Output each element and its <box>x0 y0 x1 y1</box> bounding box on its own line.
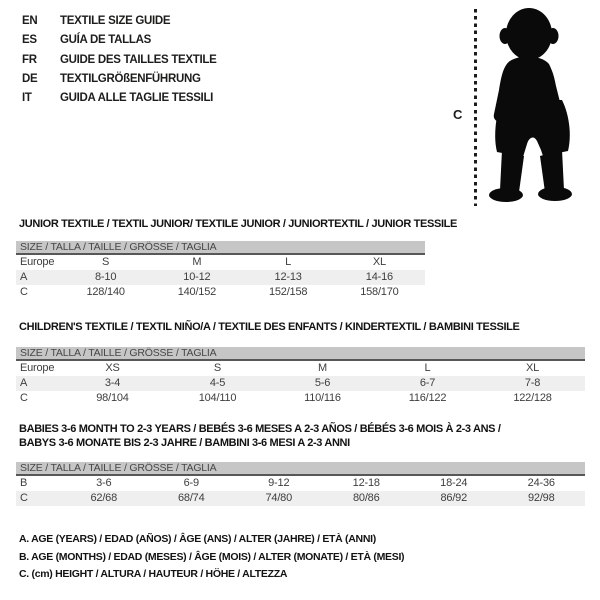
size-cell: M <box>151 254 242 270</box>
language-code: FR <box>22 53 37 66</box>
language-row-es <box>22 31 217 50</box>
language-title: TEXTILGRÖßENFÜHRUNG <box>60 72 201 85</box>
children-size-table <box>16 347 585 406</box>
language-row-en <box>22 12 217 31</box>
table-row <box>16 270 425 285</box>
age-cell: 4-5 <box>165 376 270 391</box>
language-title: GUIDE DES TAILLES TEXTILE <box>60 53 217 66</box>
height-cell: 152/158 <box>243 285 334 300</box>
size-header-bar: SIZE / TALLA / TAILLE / GRÖSSE / TAGLIA <box>16 347 585 360</box>
baby-silhouette <box>479 4 591 208</box>
height-measure-label: C <box>453 107 463 122</box>
language-title: TEXTILE SIZE GUIDE <box>60 15 171 27</box>
row-label: Europe <box>16 360 60 376</box>
size-cell: M <box>270 360 375 376</box>
language-row-fr <box>22 51 217 70</box>
legend-line-b: B. AGE (MONTHS) / EDAD (MESES) / ÂGE (MOIS) / ALTER (MONATE) / ETÀ (MESI) <box>19 550 405 563</box>
height-cell: 68/74 <box>148 491 236 506</box>
row-label: C <box>16 391 60 406</box>
table-row <box>16 285 425 300</box>
height-cell: 98/104 <box>60 391 165 406</box>
age-cell: 6-7 <box>375 376 480 391</box>
babies-title-line-2: BABYS 3-6 MONATE BIS 2-3 JAHRE / BAMBINI 3-6 MESI A 2-3 ANNI <box>19 436 350 449</box>
size-cell: XL <box>334 254 425 270</box>
table-row <box>16 491 585 506</box>
table-header-row <box>16 347 585 360</box>
row-label: C <box>16 285 60 300</box>
height-cell: 80/86 <box>323 491 411 506</box>
age-cell: 7-8 <box>480 376 585 391</box>
age-cell: 14-16 <box>334 270 425 285</box>
language-title-list <box>22 12 217 108</box>
table-row <box>16 254 425 270</box>
table-row <box>16 475 585 491</box>
size-cell: L <box>243 254 334 270</box>
row-label: C <box>16 491 60 506</box>
language-row-it <box>22 89 217 108</box>
table-header-row <box>16 462 585 475</box>
height-cell: 122/128 <box>480 391 585 406</box>
size-cell: XS <box>60 360 165 376</box>
height-dashed-line <box>474 9 477 206</box>
height-cell: 86/92 <box>410 491 498 506</box>
size-cell: XL <box>480 360 585 376</box>
size-header-bar: SIZE / TALLA / TAILLE / GRÖSSE / TAGLIA <box>16 462 585 475</box>
height-cell: 116/122 <box>375 391 480 406</box>
age-cell: 12-13 <box>243 270 334 285</box>
row-label: B <box>16 475 60 491</box>
height-cell: 104/110 <box>165 391 270 406</box>
months-cell: 24-36 <box>498 475 586 491</box>
row-label: A <box>16 270 60 285</box>
table-row <box>16 360 585 376</box>
babies-title-line-1: BABIES 3-6 MONTH TO 2-3 YEARS / BEBÉS 3-6 MESES A 2-3 AÑOS / BÉBÉS 3-6 MOIS À 2-3 ANS / <box>19 423 501 435</box>
language-title: GUIDA ALLE TAGLIE TESSILI <box>60 92 214 105</box>
table-row <box>16 391 585 406</box>
legend-line-a: A. AGE (YEARS) / EDAD (AÑOS) / ÂGE (ANS) / ALTER (JAHRE) / ETÀ (ANNI) <box>19 533 376 545</box>
measure-legend <box>19 531 404 584</box>
junior-section-title: JUNIOR TEXTILE / TEXTIL JUNIOR/ TEXTILE JUNIOR / JUNIORTEXTIL / JUNIOR TESSILE <box>19 218 458 230</box>
children-section-title: CHILDREN'S TEXTILE / TEXTIL NIÑO/A / TEXTILE DES ENFANTS / KINDERTEXTIL / BAMBINI TESSILE <box>19 321 520 333</box>
language-code: IT <box>22 92 32 105</box>
months-cell: 6-9 <box>148 475 236 491</box>
size-cell: L <box>375 360 480 376</box>
language-title: GUÍA DE TALLAS <box>60 34 151 47</box>
height-cell: 128/140 <box>60 285 151 300</box>
age-cell: 8-10 <box>60 270 151 285</box>
junior-size-table <box>16 241 425 300</box>
row-label: Europe <box>16 254 60 270</box>
months-cell: 9-12 <box>235 475 323 491</box>
height-cell: 74/80 <box>235 491 323 506</box>
age-cell: 3-4 <box>60 376 165 391</box>
babies-section-title <box>19 423 585 450</box>
language-row-de <box>22 70 217 89</box>
babies-size-table <box>16 462 585 506</box>
months-cell: 12-18 <box>323 475 411 491</box>
height-cell: 110/116 <box>270 391 375 406</box>
months-cell: 18-24 <box>410 475 498 491</box>
table-header-row <box>16 241 425 254</box>
months-cell: 3-6 <box>60 475 148 491</box>
height-cell: 140/152 <box>151 285 242 300</box>
legend-line-c: C. (cm) HEIGHT / ALTURA / HAUTEUR / HÖHE / ALTEZZA <box>19 568 288 581</box>
age-cell: 10-12 <box>151 270 242 285</box>
language-code: ES <box>22 34 37 47</box>
size-header-bar: SIZE / TALLA / TAILLE / GRÖSSE / TAGLIA <box>16 241 425 254</box>
language-code: EN <box>22 15 38 27</box>
height-cell: 92/98 <box>498 491 586 506</box>
size-cell: S <box>165 360 270 376</box>
size-cell: S <box>60 254 151 270</box>
height-cell: 158/170 <box>334 285 425 300</box>
age-cell: 5-6 <box>270 376 375 391</box>
table-row <box>16 376 585 391</box>
height-cell: 62/68 <box>60 491 148 506</box>
language-code: DE <box>22 72 38 85</box>
row-label: A <box>16 376 60 391</box>
